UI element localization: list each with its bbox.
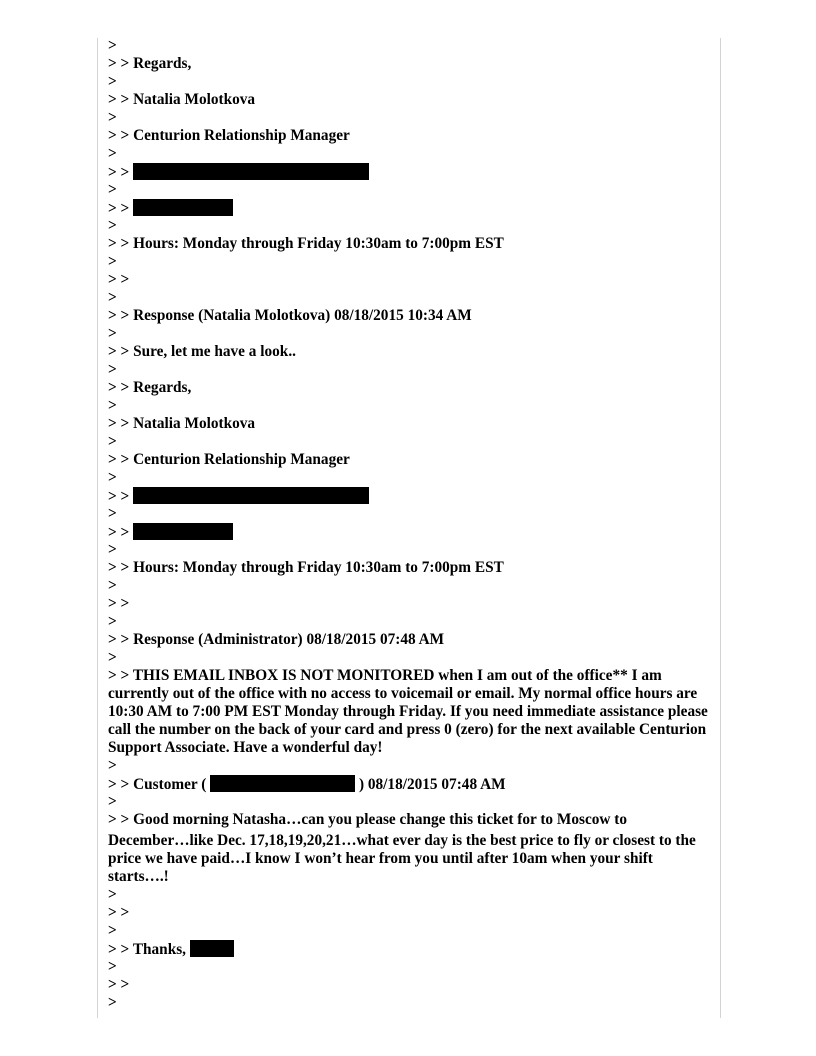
quote-line: > (108, 505, 117, 522)
response-body: > > Sure, let me have a look.. (108, 343, 296, 360)
quote-line: > (108, 217, 117, 234)
redacted-line: > > (108, 523, 708, 541)
signature-title: > > Centurion Relationship Manager (108, 451, 350, 468)
quote-line: > (108, 922, 117, 939)
quote-line: > > (108, 595, 130, 612)
quote-line: > (108, 397, 117, 414)
quote-line: > (108, 994, 117, 1011)
quote-line: > (108, 181, 117, 198)
customer-header: > > Customer ( ) 08/18/2015 07:48 AM (108, 776, 506, 793)
redaction-box (190, 940, 234, 957)
quote-line: > (108, 886, 117, 903)
quote-line: > (108, 469, 117, 486)
redaction-box (133, 487, 369, 504)
hours-line: > > Hours: Monday through Friday 10:30am to 7:00pm EST (108, 559, 504, 576)
response-header: > > Response (Administrator) 08/18/2015 07:48 AM (108, 631, 445, 648)
quote-line: > (108, 73, 117, 90)
quote-line: > (108, 613, 117, 630)
quote-line: > (108, 109, 117, 126)
quote-line: > (108, 577, 117, 594)
response-header: > > Response (Natalia Molotkova) 08/18/2015 10:34 AM (108, 307, 472, 324)
quote-line: > (108, 793, 117, 810)
signature-name: > > Natalia Molotkova (108, 91, 256, 108)
email-thread (108, 37, 708, 1012)
quote-line: > (108, 145, 117, 162)
thanks-line: > > Thanks, (108, 940, 708, 958)
quote-line: > > (108, 904, 130, 921)
regards-line: > > Regards, (108, 55, 192, 72)
quote-line: > (108, 649, 117, 666)
customer-message: > > Good morning Natasha…can you please change this ticket for to Moscow to December…like Dec. 17,18,19,20,21…what ever day is the best price to fly or closest to the price we have paid…I know I won’t hear from you until after 10am when your shift starts….! (108, 811, 696, 885)
redaction-box (210, 775, 355, 792)
hours-line: > > Hours: Monday through Friday 10:30am to 7:00pm EST (108, 235, 504, 252)
regards-line: > > Regards, (108, 379, 192, 396)
redaction-box (133, 523, 233, 540)
quote-line: > (108, 325, 117, 342)
quote-line: > > (108, 976, 130, 993)
signature-title: > > Centurion Relationship Manager (108, 127, 350, 144)
redaction-box (133, 163, 369, 180)
quote-line: > (108, 361, 117, 378)
redacted-line: > > (108, 163, 708, 181)
redacted-line: > > (108, 199, 708, 217)
quote-line: > (108, 433, 117, 450)
quote-line: > (108, 37, 117, 54)
signature-name: > > Natalia Molotkova (108, 415, 256, 432)
quote-line: > (108, 757, 117, 774)
quote-line: > (108, 289, 117, 306)
quote-line: > (108, 253, 117, 270)
redaction-box (133, 199, 233, 216)
quote-line: > (108, 541, 117, 558)
auto-reply-paragraph: > > THIS EMAIL INBOX IS NOT MONITORED when I am out of the office** I am currently out of the office with no access to voicemail or email. My normal office hours are 10:30 AM to 7:00 PM EST Monday through Friday. If you need immediate assistance please call the number on the back of your card and press 0 (zero) for the next available Centurion Support Associate. Have a wonderful day! (108, 667, 708, 756)
quote-line: > (108, 958, 117, 975)
quote-line: > > (108, 271, 130, 288)
redacted-line: > > (108, 487, 708, 505)
